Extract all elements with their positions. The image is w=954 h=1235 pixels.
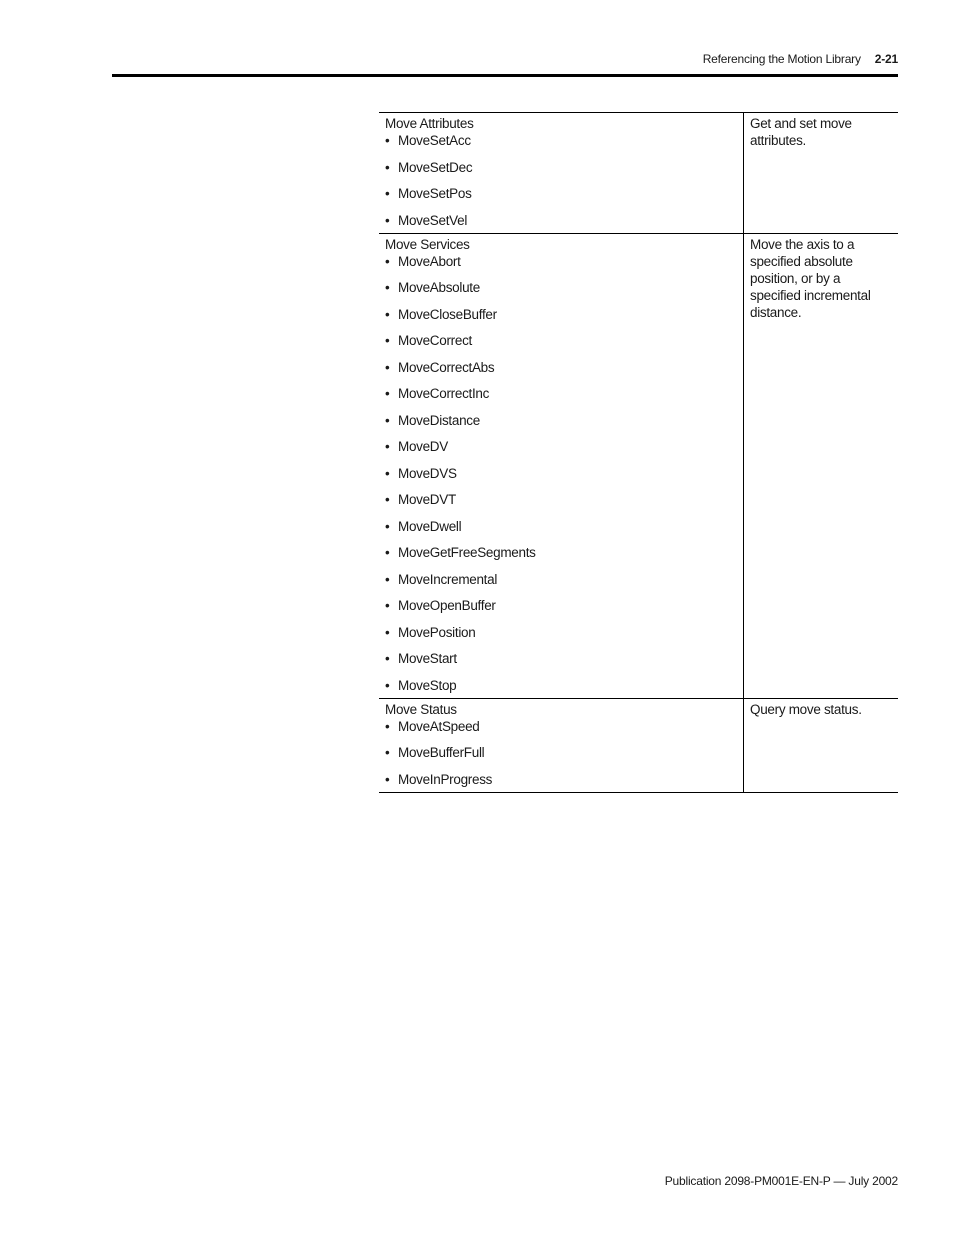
function-list-item [385, 571, 737, 598]
function-list-item [385, 306, 737, 333]
function-name: MoveStart [398, 651, 457, 666]
function-name: MoveStop [398, 677, 457, 693]
function-list-item [385, 677, 737, 696]
section-title: Referencing the Motion Library [702, 52, 861, 66]
function-list-item [385, 159, 737, 186]
function-list-item [385, 771, 737, 790]
function-name: MoveAtSpeed [398, 718, 480, 734]
function-name: MoveBufferFull [398, 745, 485, 760]
function-list-item [385, 438, 737, 465]
bullet-icon: • [385, 306, 390, 322]
function-name: MoveDistance [398, 412, 480, 428]
function-list [385, 253, 737, 696]
bullet-icon: • [385, 333, 390, 348]
bullet-icon: • [385, 718, 390, 734]
bullet-icon: • [385, 253, 390, 269]
table-row [379, 113, 898, 234]
function-table [379, 112, 898, 793]
function-name: MoveSetVel [398, 212, 468, 228]
publication-footer: Publication 2098-PM001E-EN-P — July 2002 [664, 1174, 898, 1188]
function-name: MoveAbort [398, 253, 461, 269]
bullet-icon: • [385, 492, 390, 507]
function-list-item [385, 597, 737, 624]
bullet-icon: • [385, 212, 390, 228]
function-name: MoveDV [398, 439, 448, 454]
bullet-icon: • [385, 745, 390, 760]
function-name: MoveCorrectInc [398, 386, 490, 401]
function-group-cell [379, 698, 744, 792]
bullet-icon: • [385, 771, 390, 787]
function-list-item [385, 491, 737, 518]
function-name: MoveCloseBuffer [398, 306, 497, 322]
function-list-item [385, 518, 737, 545]
page-number: 2-21 [874, 52, 898, 66]
bullet-icon: • [385, 186, 390, 201]
bullet-icon: • [385, 598, 390, 613]
function-group-cell [379, 113, 744, 234]
function-list-item [385, 385, 737, 412]
function-name: MoveDVS [398, 465, 457, 481]
bullet-icon: • [385, 624, 390, 640]
bullet-icon: • [385, 386, 390, 401]
header-rule [112, 74, 898, 77]
bullet-icon: • [385, 651, 390, 666]
function-name: MoveCorrectAbs [398, 359, 495, 375]
function-description: Query move status. [744, 698, 899, 792]
function-group-title: Move Services [385, 236, 470, 252]
function-description: Get and set move attributes. [744, 113, 899, 234]
function-list-item [385, 544, 737, 571]
table-row [379, 698, 898, 792]
function-group-title: Move Attributes [385, 116, 474, 131]
function-list-item [385, 253, 737, 280]
function-list [385, 718, 737, 790]
bullet-icon: • [385, 677, 390, 693]
function-name: MoveCorrect [398, 333, 472, 348]
function-name: MoveOpenBuffer [398, 598, 496, 613]
function-list-item [385, 185, 737, 212]
function-name: MoveDVT [398, 492, 456, 507]
function-name: MoveSetAcc [398, 133, 471, 148]
function-list-item [385, 332, 737, 359]
bullet-icon: • [385, 280, 390, 295]
function-list-item [385, 465, 737, 492]
function-list-item [385, 279, 737, 306]
function-name: MoveIncremental [398, 571, 498, 587]
bullet-icon: • [385, 518, 390, 534]
function-name: MoveAbsolute [398, 280, 480, 295]
table-row [379, 233, 898, 698]
function-name: MovePosition [398, 624, 476, 640]
function-name: MoveInProgress [398, 771, 493, 787]
bullet-icon: • [385, 159, 390, 175]
function-list-item [385, 212, 737, 231]
function-name: MoveSetPos [398, 186, 472, 201]
function-description: Move the axis to a specified absolute position, or by a specified incremental distance. [744, 233, 899, 698]
bullet-icon: • [385, 412, 390, 428]
function-list-item [385, 650, 737, 677]
bullet-icon: • [385, 571, 390, 587]
function-list-item [385, 359, 737, 386]
function-list-item [385, 624, 737, 651]
bullet-icon: • [385, 359, 390, 375]
bullet-icon: • [385, 545, 390, 560]
bullet-icon: • [385, 133, 390, 148]
function-list-item [385, 412, 737, 439]
function-group-cell [379, 233, 744, 698]
function-group-title: Move Status [385, 701, 457, 717]
bullet-icon: • [385, 439, 390, 454]
function-list [385, 132, 737, 231]
function-list-item [385, 744, 737, 771]
running-header [703, 52, 898, 66]
function-name: MoveDwell [398, 518, 462, 534]
function-name: MoveGetFreeSegments [398, 545, 536, 560]
function-name: MoveSetDec [398, 159, 473, 175]
function-list-item [385, 132, 737, 159]
function-list-item [385, 718, 737, 745]
bullet-icon: • [385, 465, 390, 481]
